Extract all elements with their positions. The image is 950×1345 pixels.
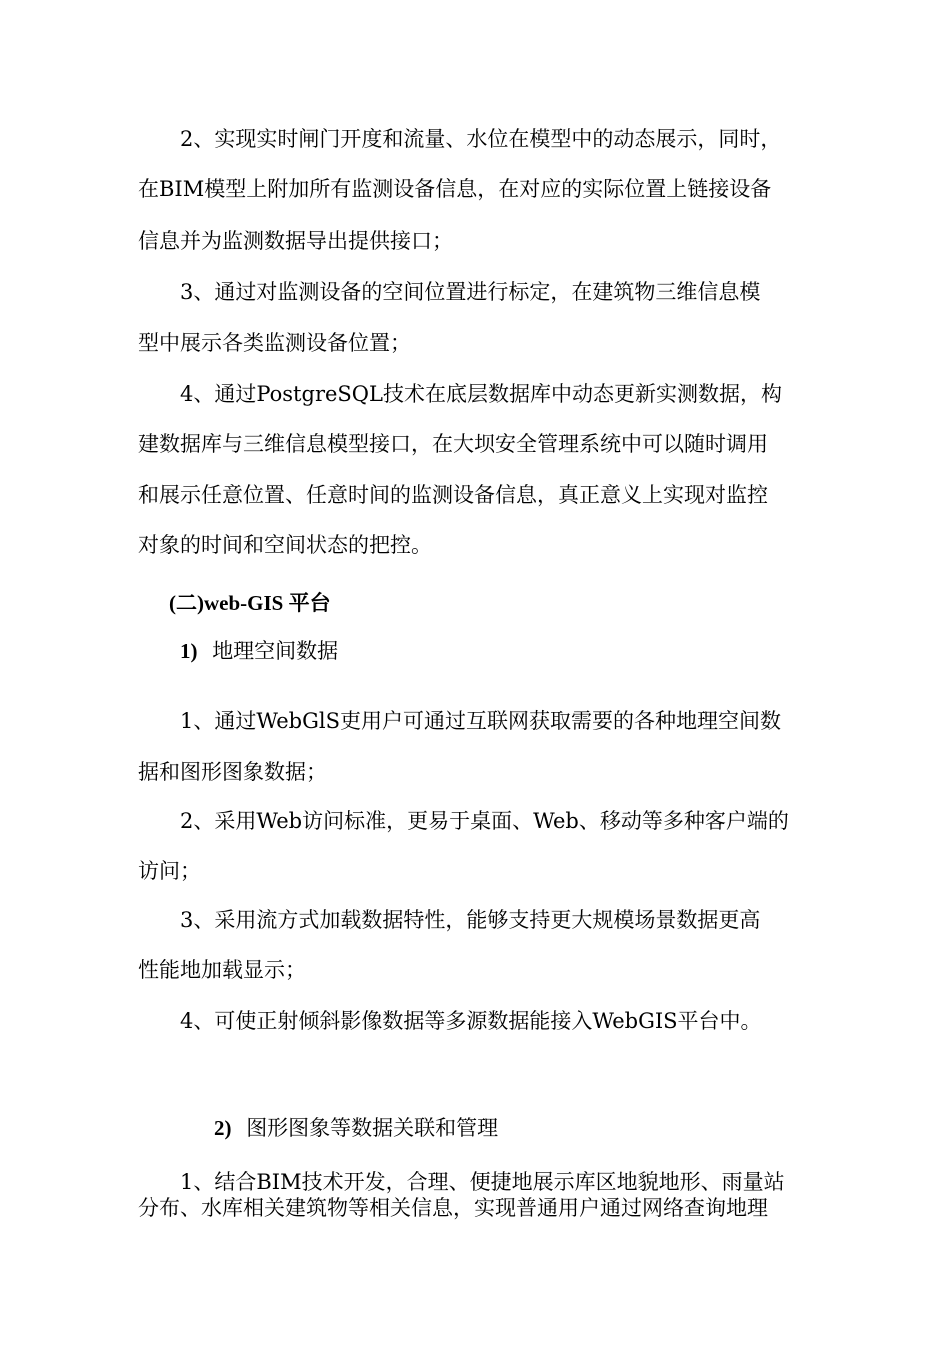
paragraph-line: 建数据库与三维信息模型接口，在大坝安全管理系统中可以随时调用 [138, 432, 768, 456]
paragraph-line: 分布、水库相关建筑物等相关信息，实现普通用户通过网络查询地理 [138, 1196, 768, 1220]
paragraph-line: 4、可使正射倾斜影像数据等多源数据能接入WebGIS平台中。 [180, 1009, 762, 1033]
paragraph-line: 在BIM模型上附加所有监测设备信息，在对应的实际位置上链接设备 [138, 177, 772, 201]
paragraph-line: 访问； [138, 859, 201, 883]
subheading-number: 1) [180, 639, 198, 663]
paragraph-line: 性能地加载显示； [138, 958, 306, 982]
subheading-title: 图形图象等数据关联和管理 [246, 1116, 499, 1140]
paragraph-line: 2、采用Web访问标准，更易于桌面、Web、移动等多种客户端的 [180, 809, 789, 833]
paragraph-line: 据和图形图象数据； [138, 760, 327, 784]
subheading-2 [214, 1113, 498, 1143]
paragraph-line: 和展示任意位置、任意时间的监测设备信息，真正意义上实现对监控 [138, 483, 768, 507]
paragraph-line: 3、采用流方式加载数据特性，能够支持更大规模场景数据更高 [180, 908, 761, 932]
paragraph-line: 3、通过对监测设备的空间位置进行标定，在建筑物三维信息模 [180, 280, 761, 304]
subheading-1 [180, 636, 338, 666]
paragraph-line: 型中展示各类监测设备位置； [138, 331, 411, 355]
paragraph-line: 对象的时间和空间状态的把控。 [138, 533, 432, 557]
subheading-title: 地理空间数据 [212, 639, 339, 663]
paragraph-line: 1、通过WebGlS吏用户可通过互联网获取需要的各种地理空间数 [180, 709, 781, 733]
paragraph-line: 4、通过PostgreSQL技术在底层数据库中动态更新实测数据，构 [180, 382, 782, 406]
section-heading: (二)web-GIS 平台 [169, 591, 331, 615]
paragraph-line: 1、结合BIM技术开发，合理、便捷地展示库区地貌地形、雨量站 [180, 1170, 785, 1194]
paragraph-line: 信息并为监测数据导出提供接口； [138, 229, 453, 253]
paragraph-line: 2、实现实时闸门开度和流量、水位在模型中的动态展示，同时， [180, 127, 782, 151]
subheading-number: 2) [214, 1116, 232, 1140]
